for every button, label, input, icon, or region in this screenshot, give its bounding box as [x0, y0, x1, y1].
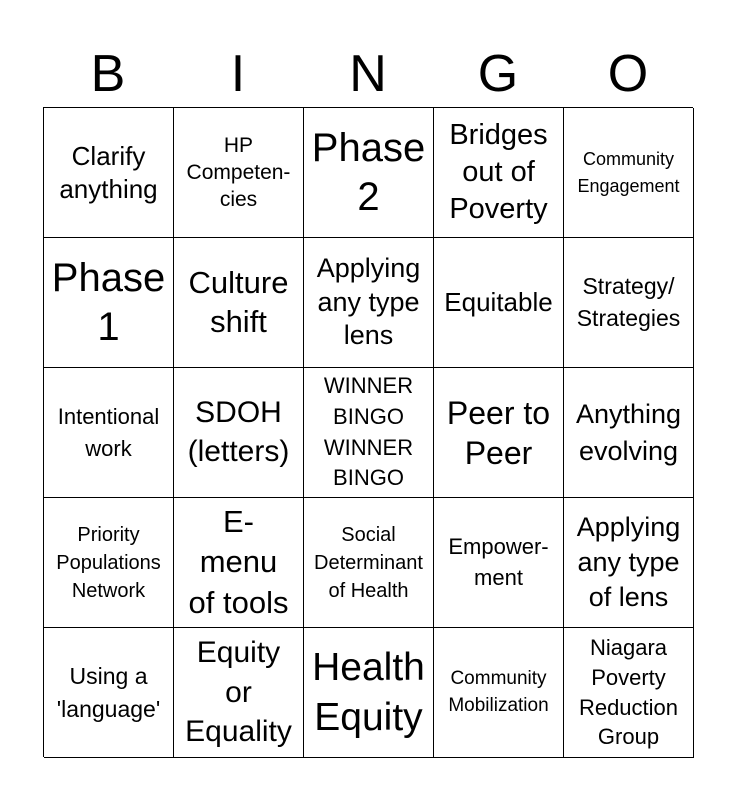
cell-text: Equitable — [444, 287, 553, 318]
bingo-cell-r3-c4[interactable] — [434, 368, 564, 498]
bingo-cell-r4-c4[interactable] — [434, 498, 564, 628]
cell-text: Equity or Equality — [185, 636, 292, 749]
bingo-cell-r3-c5[interactable] — [564, 368, 694, 498]
cell-text: Intentional work — [57, 403, 160, 461]
bingo-cell-r2-c5[interactable] — [564, 238, 694, 368]
bingo-cell-r3-c2[interactable] — [174, 368, 304, 498]
bingo-cell-r4-c5[interactable] — [564, 498, 694, 628]
bingo-cell-r1-c3[interactable] — [304, 108, 434, 238]
cell-text: Community Engagement — [577, 149, 680, 196]
cell-text: Peer to Peer — [446, 394, 551, 471]
cell-text: SDOH (letters) — [187, 396, 290, 468]
bingo-cell-r5-c2[interactable] — [174, 628, 304, 758]
bingo-cell-r4-c2[interactable] — [174, 498, 304, 628]
cell-text: Phase 2 — [311, 125, 426, 219]
bingo-cell-r5-c3[interactable] — [304, 628, 434, 758]
cell-text: Applying any type of lens — [576, 511, 681, 613]
bingo-cell-r2-c3[interactable] — [304, 238, 434, 368]
bingo-cell-r2-c1[interactable] — [44, 238, 174, 368]
cell-text: Using a 'language' — [56, 663, 161, 722]
cell-text: Community Mobilization — [448, 667, 549, 716]
cell-text: Priority Populations Network — [56, 523, 161, 602]
cell-text: Clarify anything — [59, 141, 158, 204]
cell-text: HP Competen- cies — [186, 133, 291, 212]
cell-text: Health Equity — [312, 645, 425, 739]
cell-text: Applying any type lens — [316, 252, 421, 351]
cell-text: Niagara Poverty Reduction Group — [578, 635, 679, 750]
cell-text: Phase 1 — [51, 255, 166, 349]
bingo-header — [43, 44, 693, 104]
cell-text: Empower- ment — [448, 533, 549, 590]
bingo-board — [43, 107, 693, 757]
bingo-cell-r1-c2[interactable] — [174, 108, 304, 238]
cell-text: WINNER BINGO WINNER BINGO — [323, 372, 414, 491]
header-letter-i: I — [230, 45, 246, 103]
cell-text: Culture shift — [188, 264, 289, 339]
header-letter-o: O — [607, 45, 649, 103]
bingo-cell-r1-c1[interactable] — [44, 108, 174, 238]
cell-text: Strategy/ Strategies — [576, 273, 681, 331]
bingo-cell-r2-c2[interactable] — [174, 238, 304, 368]
bingo-cell-r5-c4[interactable] — [434, 628, 564, 758]
header-letter-g: G — [477, 45, 519, 103]
bingo-cell-r1-c5[interactable] — [564, 108, 694, 238]
header-letter-n: N — [349, 45, 387, 103]
bingo-cell-r1-c4[interactable] — [434, 108, 564, 238]
bingo-cell-r4-c1[interactable] — [44, 498, 174, 628]
cell-text: E- menu of tools — [188, 504, 289, 620]
bingo-cell-r3-c3[interactable] — [304, 368, 434, 498]
cell-text: Anything evolving — [575, 399, 682, 466]
bingo-cell-r3-c1[interactable] — [44, 368, 174, 498]
cell-text: Bridges out of Poverty — [449, 118, 548, 226]
bingo-cell-r4-c3[interactable] — [304, 498, 434, 628]
bingo-cell-r5-c5[interactable] — [564, 628, 694, 758]
bingo-cell-r2-c4[interactable] — [434, 238, 564, 368]
bingo-cell-r5-c1[interactable] — [44, 628, 174, 758]
header-letter-b: B — [90, 45, 126, 103]
cell-text: Social Determinant of Health — [314, 523, 423, 602]
